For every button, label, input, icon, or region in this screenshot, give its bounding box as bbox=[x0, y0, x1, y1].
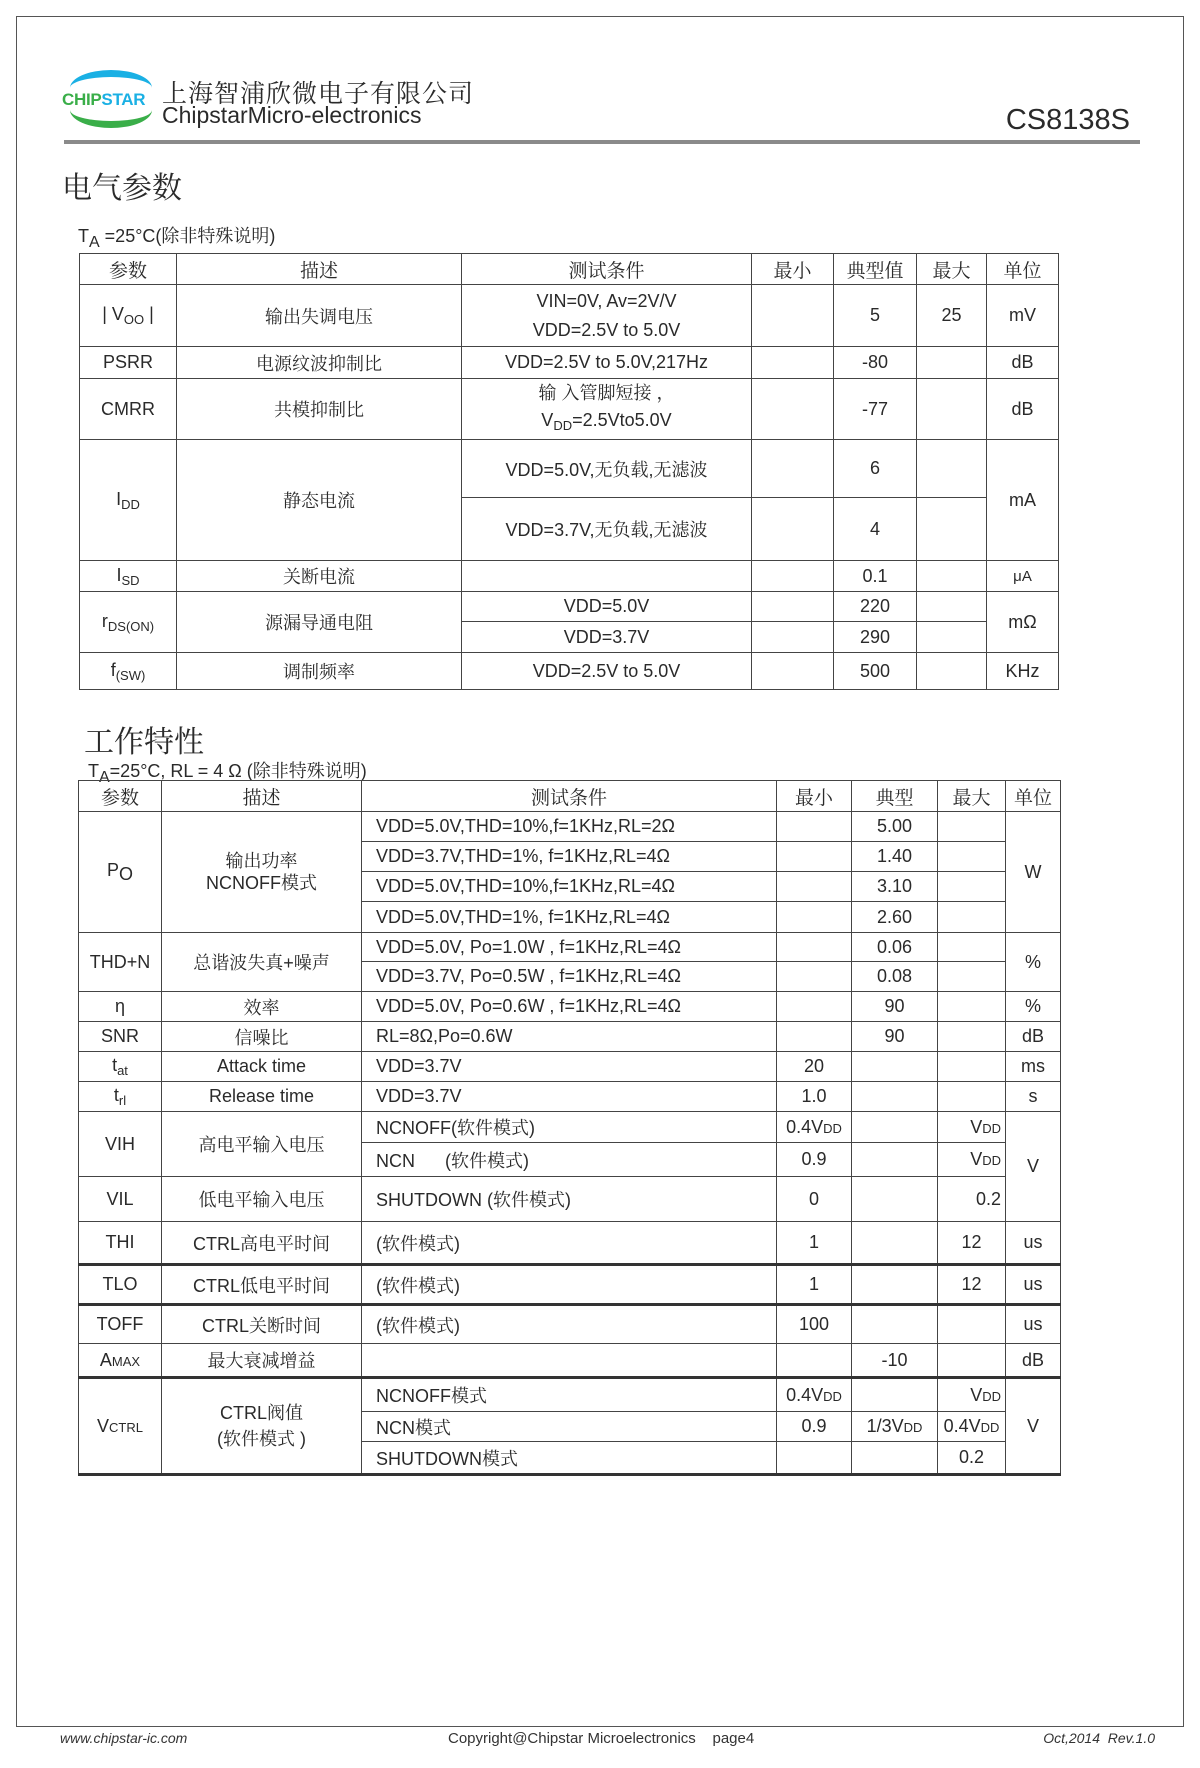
table-row bbox=[79, 933, 1061, 962]
desc-cell: 电源纹波抑制比 bbox=[177, 347, 462, 379]
table-row bbox=[80, 561, 1059, 592]
col-header: 最大 bbox=[938, 781, 1006, 812]
min-cell bbox=[777, 962, 852, 992]
table-row bbox=[79, 1305, 1061, 1344]
table-row bbox=[79, 1222, 1061, 1265]
typ-cell bbox=[852, 1442, 938, 1475]
min-cell bbox=[752, 440, 834, 498]
table-row bbox=[79, 1112, 1061, 1143]
chipstar-logo bbox=[62, 70, 157, 130]
header-divider bbox=[64, 140, 1140, 144]
table-row bbox=[79, 1265, 1061, 1305]
param-cell: TOFF bbox=[79, 1305, 162, 1344]
col-header: 测试条件 bbox=[462, 254, 752, 285]
cond-cell: VDD=5.0V, Po=0.6W , f=1KHz,RL=4Ω bbox=[362, 992, 777, 1022]
param-cell: THD+N bbox=[79, 933, 162, 992]
desc-cell: Release time bbox=[162, 1082, 362, 1112]
desc-cell: CTRL关断时间 bbox=[162, 1305, 362, 1344]
max-cell bbox=[917, 379, 987, 440]
cond-cell: NCNOFF模式 bbox=[362, 1378, 777, 1412]
cond-cell bbox=[462, 561, 752, 592]
unit-cell: KHz bbox=[987, 653, 1059, 690]
min-cell bbox=[752, 347, 834, 379]
cond-cell: SHUTDOWN模式 bbox=[362, 1442, 777, 1475]
table-row bbox=[79, 1378, 1061, 1412]
typ-cell bbox=[852, 1305, 938, 1344]
cond-cell: VDD=2.5V to 5.0V bbox=[462, 653, 752, 690]
col-header: 最小 bbox=[752, 254, 834, 285]
typ-cell bbox=[852, 1112, 938, 1143]
unit-cell: μA bbox=[987, 561, 1059, 592]
desc-cell: CTRL阀值 (软件模式 ) bbox=[162, 1378, 362, 1475]
min-cell bbox=[752, 561, 834, 592]
max-cell: VDD bbox=[938, 1378, 1006, 1412]
typ-cell bbox=[852, 1265, 938, 1305]
min-cell bbox=[752, 379, 834, 440]
min-cell bbox=[777, 1022, 852, 1052]
typ-cell: 90 bbox=[852, 1022, 938, 1052]
table-row bbox=[79, 1022, 1061, 1052]
unit-cell: W bbox=[1006, 812, 1061, 933]
min-cell bbox=[752, 622, 834, 653]
max-cell bbox=[917, 592, 987, 622]
operating-title: 工作特性 bbox=[84, 726, 204, 759]
table-row bbox=[80, 347, 1059, 379]
max-cell bbox=[917, 347, 987, 379]
cond-cell: VDD=5.0V,THD=10%,f=1KHz,RL=2Ω bbox=[362, 812, 777, 842]
electrical-title: 电气参数 bbox=[62, 172, 182, 205]
typ-cell bbox=[852, 1177, 938, 1222]
param-cell: $f_{(SW)}$ bbox=[80, 653, 177, 690]
col-header: 描述 bbox=[162, 781, 362, 812]
cond-cell: VDD=3.7V bbox=[462, 622, 752, 653]
typ-cell: 6 bbox=[834, 440, 917, 498]
max-cell bbox=[938, 812, 1006, 842]
max-cell: VDD bbox=[938, 1112, 1006, 1143]
param-cell: $t_{rl}$ bbox=[79, 1082, 162, 1112]
max-cell bbox=[938, 1022, 1006, 1052]
desc-cell: 低电平输入电压 bbox=[162, 1177, 362, 1222]
max-cell: 0.4VDD bbox=[938, 1412, 1006, 1442]
max-cell: 12 bbox=[938, 1222, 1006, 1265]
max-cell: VDD bbox=[938, 1143, 1006, 1177]
max-cell bbox=[917, 622, 987, 653]
max-cell bbox=[917, 440, 987, 498]
unit-cell: us bbox=[1006, 1222, 1061, 1265]
cond-cell: VIN=0V, Av=2V/V VDD=2.5V to 5.0V bbox=[462, 285, 752, 347]
table-row bbox=[79, 992, 1061, 1022]
col-header: 单位 bbox=[987, 254, 1059, 285]
max-cell: 0.2 bbox=[938, 1177, 1006, 1222]
param-cell: $I_{SD}$ bbox=[80, 561, 177, 592]
company-name-cn: 上海智浦欣微电子有限公司 bbox=[162, 80, 475, 108]
cond-cell: (软件模式) bbox=[362, 1305, 777, 1344]
footer-website: www.chipstar-ic.com bbox=[60, 1730, 188, 1746]
typ-cell: 0.08 bbox=[852, 962, 938, 992]
unit-cell: V bbox=[1006, 1112, 1061, 1222]
cond-cell: 输 入管脚短接 ， $V_{DD}=2.5Vto5.0V$ bbox=[462, 379, 752, 440]
company-name-en: ChipstarMicro-electronics bbox=[162, 102, 422, 128]
max-cell: 25 bbox=[917, 285, 987, 347]
cond-cell: NCN (软件模式) bbox=[362, 1143, 777, 1177]
min-cell bbox=[752, 592, 834, 622]
desc-cell: 输出失调电压 bbox=[177, 285, 462, 347]
unit-cell: % bbox=[1006, 992, 1061, 1022]
max-cell: 12 bbox=[938, 1265, 1006, 1305]
typ-cell: 3.10 bbox=[852, 872, 938, 902]
desc-cell: 关断电流 bbox=[177, 561, 462, 592]
table-row bbox=[79, 1344, 1061, 1378]
param-cell: $r_{DS(ON)}$ bbox=[80, 592, 177, 653]
desc-cell: Attack time bbox=[162, 1052, 362, 1082]
table-header-row bbox=[80, 254, 1059, 285]
unit-cell: mA bbox=[987, 440, 1059, 561]
table-row bbox=[79, 812, 1061, 842]
operating-table bbox=[78, 780, 1061, 1476]
cond-cell: VDD=5.0V bbox=[462, 592, 752, 622]
param-cell: VCTRL bbox=[79, 1378, 162, 1475]
param-cell: PSRR bbox=[80, 347, 177, 379]
min-cell: 100 bbox=[777, 1305, 852, 1344]
typ-cell: 5.00 bbox=[852, 812, 938, 842]
param-cell: THI bbox=[79, 1222, 162, 1265]
min-cell: 0.9 bbox=[777, 1143, 852, 1177]
cond-cell: VDD=3.7V,THD=1%, f=1KHz,RL=4Ω bbox=[362, 842, 777, 872]
desc-cell: CTRL高电平时间 bbox=[162, 1222, 362, 1265]
table-row bbox=[80, 592, 1059, 622]
param-cell: PO bbox=[79, 812, 162, 933]
typ-cell: 2.60 bbox=[852, 902, 938, 933]
cond-cell: VDD=5.0V,THD=1%, f=1KHz,RL=4Ω bbox=[362, 902, 777, 933]
footer-copyright: Copyright@Chipstar Microelectronics page4 bbox=[448, 1730, 755, 1747]
part-number: CS8138S bbox=[1005, 104, 1130, 136]
typ-cell: 4 bbox=[834, 498, 917, 561]
param-cell: CMRR bbox=[80, 379, 177, 440]
min-cell bbox=[777, 1344, 852, 1378]
max-cell bbox=[917, 653, 987, 690]
unit-cell: V bbox=[1006, 1378, 1061, 1475]
unit-cell: mV bbox=[987, 285, 1059, 347]
max-cell bbox=[938, 1305, 1006, 1344]
min-cell bbox=[777, 872, 852, 902]
min-cell: 0.4VDD bbox=[777, 1378, 852, 1412]
unit-cell: ms bbox=[1006, 1052, 1061, 1082]
unit-cell: s bbox=[1006, 1082, 1061, 1112]
typ-cell: -10 bbox=[852, 1344, 938, 1378]
logo-chip-text: CHIP bbox=[62, 90, 102, 109]
desc-cell: 信噪比 bbox=[162, 1022, 362, 1052]
min-cell bbox=[752, 498, 834, 561]
param-cell: | $V_{OO}$ | bbox=[80, 285, 177, 347]
desc-cell: 静态电流 bbox=[177, 440, 462, 561]
cond-cell: NCN模式 bbox=[362, 1412, 777, 1442]
electrical-table bbox=[79, 253, 1059, 690]
col-header: 参数 bbox=[79, 781, 162, 812]
col-header: 描述 bbox=[177, 254, 462, 285]
operating-condition: $T_A=25^\circ C$, RL = 4 Ω (除非特殊说明) bbox=[88, 761, 367, 786]
desc-cell: 最大衰减增益 bbox=[162, 1344, 362, 1378]
min-cell: 0 bbox=[777, 1177, 852, 1222]
table-row bbox=[80, 285, 1059, 347]
param-cell: VIL bbox=[79, 1177, 162, 1222]
cond-cell: (软件模式) bbox=[362, 1222, 777, 1265]
max-cell bbox=[917, 561, 987, 592]
min-cell bbox=[777, 992, 852, 1022]
max-cell bbox=[917, 498, 987, 561]
max-cell bbox=[938, 1082, 1006, 1112]
typ-cell: 5 bbox=[834, 285, 917, 347]
param-cell: η bbox=[79, 992, 162, 1022]
max-cell bbox=[938, 1344, 1006, 1378]
min-cell: 20 bbox=[777, 1052, 852, 1082]
typ-cell: 90 bbox=[852, 992, 938, 1022]
unit-cell: % bbox=[1006, 933, 1061, 992]
desc-cell: 输出功率 NCNOFF模式 bbox=[162, 812, 362, 933]
col-header: 单位 bbox=[1006, 781, 1061, 812]
min-cell: 1.0 bbox=[777, 1082, 852, 1112]
table-row bbox=[79, 1082, 1061, 1112]
desc-cell: CTRL低电平时间 bbox=[162, 1265, 362, 1305]
typ-cell: 1/3VDD bbox=[852, 1412, 938, 1442]
typ-cell bbox=[852, 1222, 938, 1265]
logo-star-text: STAR bbox=[101, 90, 146, 109]
param-cell: $I_{DD}$ bbox=[80, 440, 177, 561]
unit-cell: us bbox=[1006, 1265, 1061, 1305]
logo-arc-bottom bbox=[70, 110, 152, 128]
min-cell bbox=[752, 285, 834, 347]
unit-cell: dB bbox=[1006, 1022, 1061, 1052]
col-header: 最小 bbox=[777, 781, 852, 812]
table-row bbox=[79, 1177, 1061, 1222]
desc-cell: 效率 bbox=[162, 992, 362, 1022]
typ-cell: 0.06 bbox=[852, 933, 938, 962]
cond-cell: NCNOFF(软件模式) bbox=[362, 1112, 777, 1143]
min-cell bbox=[777, 812, 852, 842]
min-cell: 1 bbox=[777, 1265, 852, 1305]
max-cell bbox=[938, 1052, 1006, 1082]
unit-cell: mΩ bbox=[987, 592, 1059, 653]
table-row bbox=[79, 1052, 1061, 1082]
typ-cell bbox=[852, 1378, 938, 1412]
min-cell: 1 bbox=[777, 1222, 852, 1265]
cond-cell: VDD=5.0V,无负载,无滤波 bbox=[462, 440, 752, 498]
typ-cell: 220 bbox=[834, 592, 917, 622]
unit-cell: dB bbox=[987, 379, 1059, 440]
cond-cell: SHUTDOWN (软件模式) bbox=[362, 1177, 777, 1222]
desc-cell: 调制频率 bbox=[177, 653, 462, 690]
typ-cell bbox=[852, 1052, 938, 1082]
logo-arc-top bbox=[70, 70, 152, 88]
table-header-row bbox=[79, 781, 1061, 812]
min-cell bbox=[777, 1442, 852, 1475]
col-header: 典型 bbox=[852, 781, 938, 812]
min-cell: 0.9 bbox=[777, 1412, 852, 1442]
max-cell bbox=[938, 992, 1006, 1022]
typ-cell bbox=[852, 1082, 938, 1112]
cond-cell bbox=[362, 1344, 777, 1378]
min-cell bbox=[777, 933, 852, 962]
typ-cell: -80 bbox=[834, 347, 917, 379]
max-cell bbox=[938, 962, 1006, 992]
max-cell: 0.2 bbox=[938, 1442, 1006, 1475]
min-cell: 0.4VDD bbox=[777, 1112, 852, 1143]
logo-wordmark bbox=[62, 90, 145, 110]
min-cell bbox=[752, 653, 834, 690]
table-row bbox=[80, 379, 1059, 440]
cond-cell: VDD=3.7V,无负载,无滤波 bbox=[462, 498, 752, 561]
cond-cell: VDD=3.7V bbox=[362, 1082, 777, 1112]
table-row bbox=[80, 653, 1059, 690]
cond-cell: RL=8Ω,Po=0.6W bbox=[362, 1022, 777, 1052]
col-header: 典型值 bbox=[834, 254, 917, 285]
max-cell bbox=[938, 842, 1006, 872]
col-header: 参数 bbox=[80, 254, 177, 285]
cond-cell: VDD=3.7V, Po=0.5W , f=1KHz,RL=4Ω bbox=[362, 962, 777, 992]
param-cell: $t_{at}$ bbox=[79, 1052, 162, 1082]
cond-cell: VDD=2.5V to 5.0V,217Hz bbox=[462, 347, 752, 379]
unit-cell: us bbox=[1006, 1305, 1061, 1344]
typ-cell bbox=[852, 1143, 938, 1177]
param-cell: VIH bbox=[79, 1112, 162, 1177]
cond-cell: VDD=5.0V,THD=10%,f=1KHz,RL=4Ω bbox=[362, 872, 777, 902]
param-cell: AMAX bbox=[79, 1344, 162, 1378]
electrical-condition: $T_A =25^\circ C$(除非特殊说明) bbox=[78, 226, 276, 251]
desc-cell: 共模抑制比 bbox=[177, 379, 462, 440]
min-cell bbox=[777, 902, 852, 933]
col-header: 测试条件 bbox=[362, 781, 777, 812]
param-cell: SNR bbox=[79, 1022, 162, 1052]
desc-cell: 高电平输入电压 bbox=[162, 1112, 362, 1177]
cond-cell: (软件模式) bbox=[362, 1265, 777, 1305]
cond-cell: VDD=5.0V, Po=1.0W , f=1KHz,RL=4Ω bbox=[362, 933, 777, 962]
cond-cell: VDD=3.7V bbox=[362, 1052, 777, 1082]
param-cell: TLO bbox=[79, 1265, 162, 1305]
typ-cell: 0.1 bbox=[834, 561, 917, 592]
min-cell bbox=[777, 842, 852, 872]
typ-cell: 1.40 bbox=[852, 842, 938, 872]
unit-cell: dB bbox=[987, 347, 1059, 379]
typ-cell: 290 bbox=[834, 622, 917, 653]
max-cell bbox=[938, 902, 1006, 933]
max-cell bbox=[938, 872, 1006, 902]
max-cell bbox=[938, 933, 1006, 962]
col-header: 最大 bbox=[917, 254, 987, 285]
table-row bbox=[80, 440, 1059, 498]
desc-cell: 源漏导通电阻 bbox=[177, 592, 462, 653]
desc-cell: 总谐波失真+噪声 bbox=[162, 933, 362, 992]
typ-cell: 500 bbox=[834, 653, 917, 690]
unit-cell: dB bbox=[1006, 1344, 1061, 1378]
typ-cell: -77 bbox=[834, 379, 917, 440]
footer-revision: Oct,2014 Rev.1.0 bbox=[1043, 1730, 1155, 1746]
